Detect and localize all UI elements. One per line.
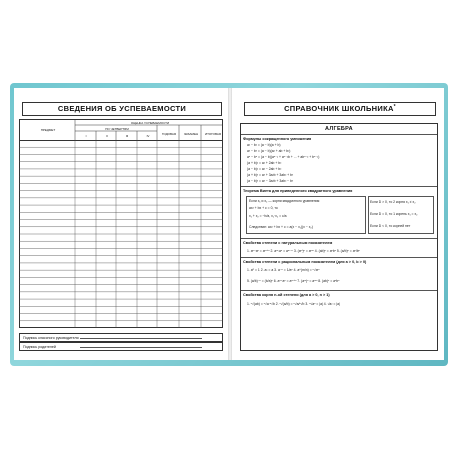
parent-signature-line — [80, 347, 202, 348]
formula-line: aⁿ − bⁿ = (a − b)(aⁿ⁻¹ + aⁿ⁻²b + ... + abⁿ⁻² + bⁿ⁻¹) — [247, 155, 320, 159]
yearly-header: ГОДОВАЯ — [161, 132, 177, 136]
section-divider — [241, 186, 437, 187]
header-lines — [19, 119, 223, 141]
book-spine — [228, 88, 232, 360]
section-divider — [241, 257, 437, 258]
right-page-title — [244, 104, 436, 113]
section-heading: Свойства степени с рациональным показателем (для a > 0, b > 0) — [243, 260, 367, 264]
teacher-signature-line — [80, 338, 202, 339]
formula-line: x₁ + x₂ = −b/a, x₁·x₂ = c/a — [249, 214, 287, 218]
algebra-underline — [241, 134, 437, 135]
section-divider — [241, 290, 437, 291]
section-heading: Формулы сокращенного умножения — [243, 137, 312, 141]
discriminant-line: Если D > 0, то 2 корня x₁ ≠ x₂ — [370, 200, 416, 204]
formula-line: (a − b)² = a² − 2ab + b² — [247, 167, 282, 171]
grades-group-header: ОЦЕНКА УСПЕВАЕМОСТИ — [130, 121, 170, 125]
section-divider — [241, 238, 437, 239]
section-heading: Свойства корня n-ой степени (для a > 0, n > 1) — [243, 293, 330, 297]
formula-line: Если x₁ и x₂ — корни квадратного уравнения — [249, 199, 320, 203]
parent-signature-row — [19, 342, 223, 351]
formula-line: (a + b)³ = a³ + 3a²b + 3ab² + b³ — [247, 173, 294, 177]
formula-line: 1. a⁰ = 1 2. a¹ = a 3. a⁻ⁿ = 1/aⁿ 4. a^(m/n) = ⁿ√aᵐ — [247, 268, 320, 272]
left-page-title: СВЕДЕНИЯ ОБ УСПЕВАЕМОСТИ — [57, 104, 187, 113]
quarter-2: II — [106, 134, 108, 138]
formula-line: (a + b)² = a² + 2ab + b² — [247, 161, 282, 165]
exam-header: ЭКЗАМЕН — [183, 132, 199, 136]
section-heading: Свойства степени с натуральным показателем — [243, 241, 333, 245]
discriminant-line: Если D < 0, то корней нет — [370, 224, 411, 228]
formula-line: a² − b² = (a − b)(a + b) — [247, 143, 281, 147]
title-footnote-mark: * — [393, 104, 396, 110]
formula-line: 1. ⁿ√(ab) = ⁿ√a·ⁿ√b 2. ⁿ√(a/b) = ⁿ√a/ⁿ√b 3. ⁿ√aⁿ = |a| 4. √a² = |a| — [247, 302, 340, 306]
formula-line: 1. aᵐ·aⁿ = aᵐ⁺ⁿ 2. aᵐ:aⁿ = aᵐ⁻ⁿ 3. (aᵐ)ⁿ = aᵐⁿ 4. (ab)ⁿ = aⁿbⁿ 5. (a/b)ⁿ = aⁿ/bⁿ — [247, 249, 360, 253]
formula-line: ax² + bx + c = 0, то — [249, 206, 278, 210]
formula-line: (a − b)³ = a³ − 3a²b + 3ab² − b³ — [247, 179, 294, 183]
algebra-heading: АЛГЕБРА — [325, 126, 353, 132]
subject-header: ПРЕДМЕТ — [40, 128, 56, 132]
formula-line: 5. (a/b)⁻ⁿ = (b/a)ⁿ 6. aᵐ·aⁿ = aᵐ⁺ⁿ 7. (aᵐ)ⁿ = aᵐⁿ 8. (ab)ⁿ = aⁿbⁿ — [247, 279, 340, 283]
teacher-signature-row — [19, 333, 223, 342]
teacher-signature-label: Подпись классного руководителя — [23, 336, 79, 340]
parent-signature-label: Подпись родителей — [23, 345, 56, 349]
right-page-title-text: СПРАВОЧНИК ШКОЛЬНИКА — [284, 104, 394, 113]
quarters-header: ПО ЧЕТВЕРТЯМ — [105, 127, 129, 131]
grade-table-lines — [19, 140, 223, 328]
final-header: ИТОГОВАЯ — [204, 132, 222, 136]
section-heading: Теорема Виета для приведенного квадратного уравнения — [243, 189, 353, 193]
grade-table-header — [19, 119, 223, 141]
grade-table — [19, 140, 223, 328]
formula-line: a³ − b³ = (a − b)(a² + ab + b²) — [247, 149, 291, 153]
quarter-1: I — [85, 134, 87, 138]
quarter-4: IV — [146, 134, 150, 138]
discriminant-line: Если D = 0, то 1 корень x₁ = x₂ — [370, 212, 418, 216]
quarter-3: III — [125, 134, 129, 138]
formula-line: Следствие: ax² + bx + c = a(x − x₁)(x − x₂) — [249, 225, 313, 229]
